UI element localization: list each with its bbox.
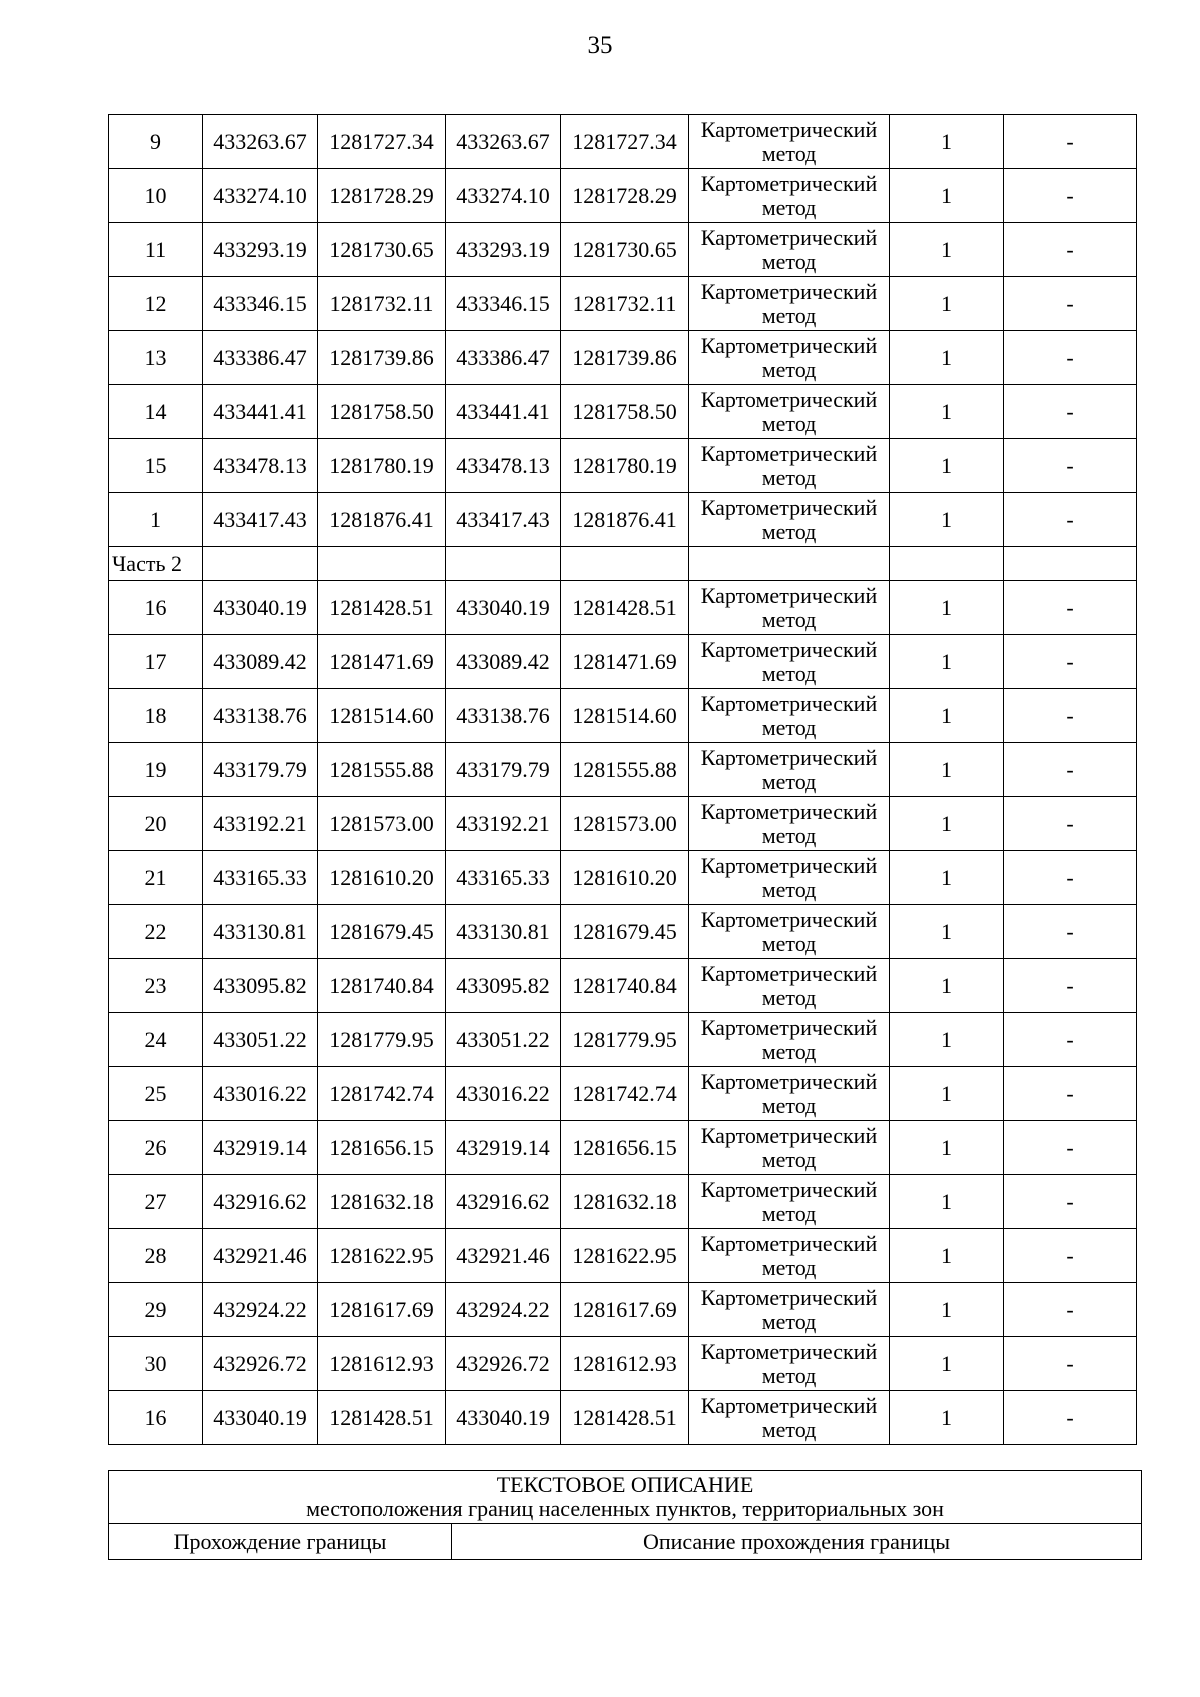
method-cell [689,581,890,635]
method-line-2: метод [761,464,817,490]
accuracy-cell: 1 [890,1391,1004,1445]
point-number-cell: 12 [109,277,203,331]
existing-y-cell: 1281656.15 [318,1121,446,1175]
description-cell: - [1004,1283,1137,1337]
table-row [109,1283,1137,1337]
method-line-2: метод [761,140,817,166]
method-line-2: метод [761,984,817,1010]
existing-y-cell: 1281732.11 [318,277,446,331]
method-line-2: метод [761,1254,817,1280]
description-cell: - [1004,1175,1137,1229]
accuracy-cell: 1 [890,581,1004,635]
new-y-cell: 1281730.65 [561,223,689,277]
existing-x-cell: 432924.22 [203,1283,318,1337]
table-row [109,1013,1137,1067]
method-line-2: метод [761,714,817,740]
description-cell: - [1004,493,1137,547]
point-number-cell: 16 [109,1391,203,1445]
method-cell [689,1175,890,1229]
empty-cell [446,547,561,581]
new-x-cell: 433274.10 [446,169,561,223]
existing-x-cell: 433089.42 [203,635,318,689]
accuracy-cell: 1 [890,1175,1004,1229]
existing-x-cell: 432916.62 [203,1175,318,1229]
point-number-cell: 15 [109,439,203,493]
new-x-cell: 433179.79 [446,743,561,797]
accuracy-cell: 1 [890,797,1004,851]
point-number-cell: 28 [109,1229,203,1283]
new-x-cell: 433478.13 [446,439,561,493]
method-cell [689,851,890,905]
existing-y-cell: 1281428.51 [318,1391,446,1445]
accuracy-cell: 1 [890,223,1004,277]
method-line-2: метод [761,606,817,632]
new-y-cell: 1281617.69 [561,1283,689,1337]
new-y-cell: 1281656.15 [561,1121,689,1175]
method-cell [689,689,890,743]
description-cell: - [1004,743,1137,797]
accuracy-cell: 1 [890,115,1004,169]
new-x-cell: 432926.72 [446,1337,561,1391]
method-cell [689,743,890,797]
new-y-cell: 1281779.95 [561,1013,689,1067]
accuracy-cell: 1 [890,905,1004,959]
description-cell: - [1004,277,1137,331]
empty-cell [203,547,318,581]
description-header-row [109,1524,1142,1560]
existing-y-cell: 1281780.19 [318,439,446,493]
new-x-cell: 432919.14 [446,1121,561,1175]
description-cell: - [1004,581,1137,635]
table-row [109,115,1137,169]
new-y-cell: 1281555.88 [561,743,689,797]
description-cell: - [1004,959,1137,1013]
table-row [109,635,1137,689]
method-cell [689,1229,890,1283]
description-cell: - [1004,905,1137,959]
method-line-2: метод [761,194,817,220]
description-cell: - [1004,1391,1137,1445]
existing-x-cell: 433346.15 [203,277,318,331]
accuracy-cell: 1 [890,277,1004,331]
new-y-cell: 1281728.29 [561,169,689,223]
method-cell [689,331,890,385]
method-line-1: Картометрический [700,582,878,608]
table-row [109,331,1137,385]
empty-cell [890,547,1004,581]
description-cell: - [1004,439,1137,493]
new-x-cell: 433040.19 [446,1391,561,1445]
method-line-2: метод [761,1200,817,1226]
existing-x-cell: 433386.47 [203,331,318,385]
new-x-cell: 432924.22 [446,1283,561,1337]
method-cell [689,635,890,689]
method-cell [689,439,890,493]
new-y-cell: 1281742.74 [561,1067,689,1121]
method-line-2: метод [761,356,817,382]
table-row [109,439,1137,493]
new-x-cell: 432916.62 [446,1175,561,1229]
point-number-cell: 30 [109,1337,203,1391]
new-y-cell: 1281740.84 [561,959,689,1013]
table-row [109,689,1137,743]
description-cell: - [1004,331,1137,385]
method-cell [689,493,890,547]
existing-x-cell: 433165.33 [203,851,318,905]
table-row [109,959,1137,1013]
method-line-1: Картометрический [700,960,878,986]
existing-y-cell: 1281876.41 [318,493,446,547]
description-cell: - [1004,115,1137,169]
existing-x-cell: 433417.43 [203,493,318,547]
method-line-1: Картометрический [700,278,878,304]
accuracy-cell: 1 [890,1013,1004,1067]
method-line-1: Картометрический [700,494,878,520]
existing-x-cell: 432926.72 [203,1337,318,1391]
accuracy-cell: 1 [890,1283,1004,1337]
accuracy-cell: 1 [890,1337,1004,1391]
existing-x-cell: 433263.67 [203,115,318,169]
new-y-cell: 1281732.11 [561,277,689,331]
point-number-cell: 18 [109,689,203,743]
description-cell: - [1004,385,1137,439]
method-line-2: метод [761,1308,817,1334]
new-x-cell: 433417.43 [446,493,561,547]
new-x-cell: 433016.22 [446,1067,561,1121]
description-cell: - [1004,1067,1137,1121]
new-y-cell: 1281876.41 [561,493,689,547]
text-description-table [108,1470,1142,1560]
accuracy-cell: 1 [890,385,1004,439]
method-cell [689,1121,890,1175]
existing-y-cell: 1281612.93 [318,1337,446,1391]
description-cell: - [1004,1229,1137,1283]
table-row [109,223,1137,277]
existing-x-cell: 433441.41 [203,385,318,439]
new-y-cell: 1281428.51 [561,1391,689,1445]
method-cell [689,797,890,851]
method-line-1: Картометрический [700,1284,878,1310]
method-line-1: Картометрический [700,1338,878,1364]
part-label-cell: Часть 2 [109,547,203,581]
method-line-2: метод [761,1038,817,1064]
method-cell [689,1337,890,1391]
method-line-2: метод [761,1416,817,1442]
description-cell: - [1004,1337,1137,1391]
new-x-cell: 433386.47 [446,331,561,385]
table-row [109,493,1137,547]
method-cell [689,169,890,223]
coordinates-table [108,114,1137,1445]
empty-cell [1004,547,1137,581]
method-line-2: метод [761,930,817,956]
new-y-cell: 1281573.00 [561,797,689,851]
table-row [109,1229,1137,1283]
accuracy-cell: 1 [890,743,1004,797]
description-cell: - [1004,851,1137,905]
method-line-1: Картометрический [700,1014,878,1040]
method-cell [689,115,890,169]
method-line-2: метод [761,876,817,902]
new-y-cell: 1281514.60 [561,689,689,743]
accuracy-cell: 1 [890,1229,1004,1283]
point-number-cell: 21 [109,851,203,905]
method-line-1: Картометрический [700,1176,878,1202]
accuracy-cell: 1 [890,331,1004,385]
new-y-cell: 1281622.95 [561,1229,689,1283]
table-row [109,385,1137,439]
method-line-1: Картометрический [700,1392,878,1418]
existing-x-cell: 433179.79 [203,743,318,797]
column-header-description: Описание прохождения границы [452,1524,1142,1560]
existing-y-cell: 1281573.00 [318,797,446,851]
new-y-cell: 1281610.20 [561,851,689,905]
description-cell: - [1004,169,1137,223]
new-x-cell: 432921.46 [446,1229,561,1283]
existing-x-cell: 433274.10 [203,169,318,223]
accuracy-cell: 1 [890,1067,1004,1121]
method-line-2: метод [761,822,817,848]
table-row [109,743,1137,797]
method-line-2: метод [761,768,817,794]
existing-x-cell: 433040.19 [203,581,318,635]
new-x-cell: 433165.33 [446,851,561,905]
method-cell [689,1283,890,1337]
empty-cell [689,547,890,581]
existing-y-cell: 1281622.95 [318,1229,446,1283]
method-line-1: Картометрический [700,690,878,716]
description-cell: - [1004,1013,1137,1067]
existing-y-cell: 1281617.69 [318,1283,446,1337]
existing-x-cell: 433016.22 [203,1067,318,1121]
point-number-cell: 27 [109,1175,203,1229]
table-row [109,1067,1137,1121]
description-cell: - [1004,689,1137,743]
method-line-1: Картометрический [700,852,878,878]
existing-y-cell: 1281555.88 [318,743,446,797]
accuracy-cell: 1 [890,1121,1004,1175]
new-y-cell: 1281679.45 [561,905,689,959]
method-line-1: Картометрический [700,906,878,932]
point-number-cell: 13 [109,331,203,385]
new-y-cell: 1281428.51 [561,581,689,635]
method-line-2: метод [761,1146,817,1172]
existing-x-cell: 433051.22 [203,1013,318,1067]
table-row [109,851,1137,905]
point-number-cell: 1 [109,493,203,547]
existing-y-cell: 1281730.65 [318,223,446,277]
method-line-2: метод [761,1362,817,1388]
description-cell: - [1004,635,1137,689]
method-cell [689,1013,890,1067]
table-row [109,797,1137,851]
description-subtitle: местоположения границ населенных пунктов, территориальных зон [306,1496,944,1521]
method-line-1: Картометрический [700,116,878,142]
method-line-1: Картометрический [700,224,878,250]
new-y-cell: 1281632.18 [561,1175,689,1229]
existing-x-cell: 433040.19 [203,1391,318,1445]
accuracy-cell: 1 [890,635,1004,689]
accuracy-cell: 1 [890,689,1004,743]
existing-y-cell: 1281739.86 [318,331,446,385]
existing-x-cell: 433293.19 [203,223,318,277]
method-line-1: Картометрический [700,440,878,466]
description-title-row [109,1471,1142,1524]
new-x-cell: 433138.76 [446,689,561,743]
existing-y-cell: 1281679.45 [318,905,446,959]
point-number-cell: 25 [109,1067,203,1121]
accuracy-cell: 1 [890,959,1004,1013]
accuracy-cell: 1 [890,439,1004,493]
method-line-2: метод [761,302,817,328]
point-number-cell: 17 [109,635,203,689]
description-title: ТЕКСТОВОЕ ОПИСАНИЕ [496,1472,754,1497]
existing-x-cell: 432919.14 [203,1121,318,1175]
method-cell [689,905,890,959]
method-line-1: Картометрический [700,744,878,770]
table-row [109,905,1137,959]
new-x-cell: 433441.41 [446,385,561,439]
existing-x-cell: 433138.76 [203,689,318,743]
existing-y-cell: 1281758.50 [318,385,446,439]
existing-y-cell: 1281740.84 [318,959,446,1013]
point-number-cell: 29 [109,1283,203,1337]
description-cell: - [1004,1121,1137,1175]
description-cell: - [1004,797,1137,851]
existing-y-cell: 1281779.95 [318,1013,446,1067]
existing-x-cell: 433130.81 [203,905,318,959]
new-x-cell: 433263.67 [446,115,561,169]
existing-y-cell: 1281610.20 [318,851,446,905]
point-number-cell: 9 [109,115,203,169]
new-x-cell: 433130.81 [446,905,561,959]
new-x-cell: 433346.15 [446,277,561,331]
point-number-cell: 26 [109,1121,203,1175]
existing-x-cell: 433192.21 [203,797,318,851]
accuracy-cell: 1 [890,169,1004,223]
table-row [109,1391,1137,1445]
method-line-1: Картометрический [700,636,878,662]
table-row [109,277,1137,331]
page-number: 35 [587,32,613,59]
description-title-cell [109,1471,1142,1524]
new-y-cell: 1281758.50 [561,385,689,439]
method-cell [689,223,890,277]
existing-y-cell: 1281727.34 [318,115,446,169]
method-cell [689,1391,890,1445]
new-x-cell: 433095.82 [446,959,561,1013]
method-cell [689,277,890,331]
new-y-cell: 1281780.19 [561,439,689,493]
method-line-1: Картометрический [700,170,878,196]
existing-x-cell: 432921.46 [203,1229,318,1283]
existing-y-cell: 1281742.74 [318,1067,446,1121]
method-line-2: метод [761,660,817,686]
table-row [109,1121,1137,1175]
existing-x-cell: 433478.13 [203,439,318,493]
existing-y-cell: 1281428.51 [318,581,446,635]
new-y-cell: 1281612.93 [561,1337,689,1391]
part-header-row [109,547,1137,581]
point-number-cell: 24 [109,1013,203,1067]
new-x-cell: 433089.42 [446,635,561,689]
method-cell [689,1067,890,1121]
accuracy-cell: 1 [890,851,1004,905]
new-x-cell: 433293.19 [446,223,561,277]
method-line-1: Картометрический [700,1230,878,1256]
existing-x-cell: 433095.82 [203,959,318,1013]
empty-cell [318,547,446,581]
column-header-passage: Прохождение границы [109,1524,452,1560]
point-number-cell: 22 [109,905,203,959]
method-line-2: метод [761,248,817,274]
coordinates-table-body [109,115,1137,1445]
method-line-1: Картометрический [700,386,878,412]
method-line-1: Картометрический [700,1068,878,1094]
table-row [109,169,1137,223]
point-number-cell: 14 [109,385,203,439]
point-number-cell: 16 [109,581,203,635]
new-x-cell: 433192.21 [446,797,561,851]
existing-y-cell: 1281514.60 [318,689,446,743]
new-x-cell: 433051.22 [446,1013,561,1067]
existing-y-cell: 1281632.18 [318,1175,446,1229]
method-line-1: Картометрический [700,332,878,358]
description-cell: - [1004,223,1137,277]
point-number-cell: 11 [109,223,203,277]
method-line-2: метод [761,410,817,436]
existing-y-cell: 1281471.69 [318,635,446,689]
method-cell [689,959,890,1013]
point-number-cell: 20 [109,797,203,851]
table-row [109,1337,1137,1391]
point-number-cell: 10 [109,169,203,223]
point-number-cell: 23 [109,959,203,1013]
empty-cell [561,547,689,581]
new-y-cell: 1281739.86 [561,331,689,385]
method-line-1: Картометрический [700,1122,878,1148]
table-row [109,581,1137,635]
table-row [109,1175,1137,1229]
method-line-1: Картометрический [700,798,878,824]
accuracy-cell: 1 [890,493,1004,547]
method-line-2: метод [761,1092,817,1118]
new-y-cell: 1281471.69 [561,635,689,689]
existing-y-cell: 1281728.29 [318,169,446,223]
method-cell [689,385,890,439]
method-line-2: метод [761,518,817,544]
point-number-cell: 19 [109,743,203,797]
new-x-cell: 433040.19 [446,581,561,635]
new-y-cell: 1281727.34 [561,115,689,169]
